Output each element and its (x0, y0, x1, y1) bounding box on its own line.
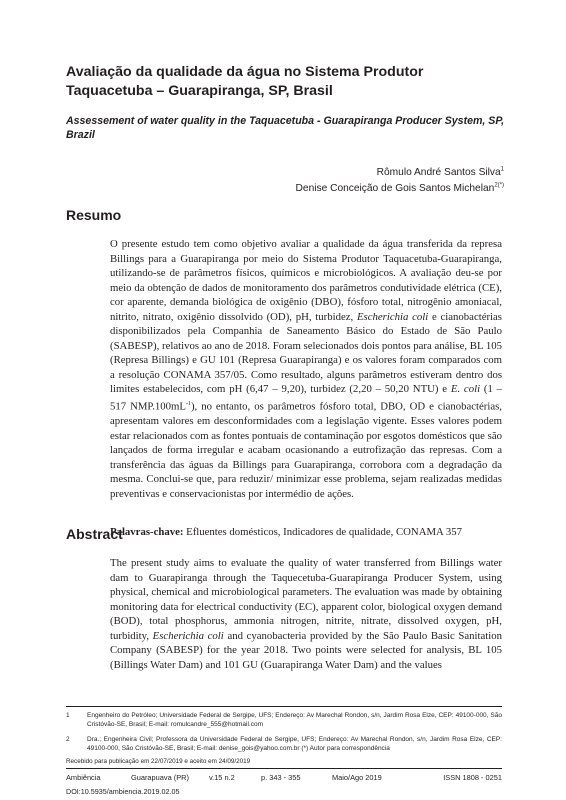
footnote-1-number: 1 (66, 712, 70, 719)
footer-issn: ISSN 1808 - 0251 (443, 773, 502, 782)
resumo-text-2: e cianobactérias disponibilizados pela Companhia de Saneamento Básico do Estado de São Paulo (SABESP), relativos ao ano de 2018. Foram selecionados dois pontos para análise, BL 105 (Represa Billings) e GU 101 (Represa Guarapiranga) e os valores foram comparados com a resolução CONAMA 357/05. Como resultado, alguns parâmetros estiveram dentro dos limites estabelecidos, com pH (6,47 – 9,20), turbidez (2,20 – 50,20 NTU) e (110, 310, 502, 396)
author-1 (377, 167, 504, 178)
footnote-divider (66, 706, 502, 707)
resumo-text-3: (1 – 517 NMP.100mL (110, 383, 503, 413)
author-1-mark: 1 (500, 166, 504, 173)
abstract-species: Escherichia coli (152, 629, 224, 642)
footnote-1 (66, 711, 502, 731)
resumo-species-1: Escherichia coli (356, 310, 429, 323)
received-date: Recebido para publicação em 22/07/2019 e aceito em 24/09/2019 (66, 758, 251, 765)
author-1-name: Rômulo André Santos Silva (376, 167, 501, 178)
resumo-body (110, 237, 502, 501)
resumo-species-2: E. coli (450, 383, 481, 396)
resumo-text-4: ), no entanto, os parâmetros fósforo total, DBO, OD e cianobactérias, apresentam valores em desconformidades com a legislação vigente. Esses valores podem estar relacionados com as fontes pontuais de contaminação por esgotos domésticos que são lançados de forma irregular e acabam ocasionando a eutrofização das represas. Com a transferência das águas da Billings para Guarapiranga, corrobora com a degradação da mesma. Conclui-se que, para reduzir/ minimizar esse problema, sejam realizadas medidas preventivas e conservacionistas por intermédio de ações. (110, 400, 502, 500)
footer-journal: Ambiência (66, 773, 101, 782)
abstract-heading: Abstract (66, 526, 123, 542)
footer-doi: DOI:10.5935/ambiencia.2019.02.05 (66, 787, 180, 796)
author-2 (296, 183, 504, 194)
footer-city: Guarapuava (PR) (131, 773, 189, 782)
author-2-mark: 2(*) (494, 182, 504, 189)
resumo-exponent: -1 (185, 401, 191, 408)
keywords-label: Palavras-chave: (110, 526, 184, 538)
footnote-2-number: 2 (66, 736, 70, 743)
article-subtitle-english: Assessement of water quality in the Taquacetuba - Guarapiranga Producer System, SP, Brazil (66, 115, 505, 141)
resumo-text-1: O presente estudo tem como objetivo avaliar a qualidade da água transferida da represa Billings para a Guarapiranga por meio do Sistema Produtor Taquacetuba-Guarapiranga, utilizando-se de parâmetros físicos, químicos e microbiológicos. A avaliação deu-se por meio da obtenção de dados de monitoramento dos parâmetros condutividade elétrica (CE), cor aparente, demanda biológica de oxigênio (DBO), fósforo total, nitrogênio amoniacal, nitrito, nitrato, oxigênio dissolvido (OD), pH, turbidez, (110, 238, 502, 323)
page-footer (66, 773, 502, 785)
footnote-1-text: Engenheiro do Petróleo; Universidade Federal de Sergipe, UFS; Endereço: Av Marechal Rondon, s/n, Jardim Rosa Elze, CEP: 49100-000, São Cristóvão-SE, Brasil; E-mail: romulcandre_555@hotmail.com (87, 712, 502, 729)
resumo-heading: Resumo (66, 207, 122, 223)
keywords (110, 525, 520, 539)
footer-pages: p. 343 - 355 (261, 773, 301, 782)
footnote-2 (66, 735, 502, 755)
abstract-text-2: and cyanobacteria provided by the São Paulo Basic Sanitation Company (SABESP) for the year 2018. Two points were selected for analysis, BL 105 (Billings Water Dam) and 101 GU (Guarapiranga Water Dam) and the values (110, 629, 503, 671)
footer-date: Maio/Ago 2019 (332, 773, 382, 782)
abstract-body (110, 556, 502, 672)
footnote-2-text: Dra.; Engenheira Civil; Professora da Universidade Federal de Sergipe, UFS; Endereço: Av Marechal Rondon, s/n, Jardim Rosa Elze, CEP: 49100-000, São Cristóvão-SE, Brasil; E-mail: denise_gois@yahoo.com.br (*) Autor para correspondência (87, 736, 502, 753)
footer-divider (66, 768, 502, 769)
article-title: Avaliação da qualidade da água no Sistema Produtor Taquacetuba – Guarapiranga, SP, Brasil (66, 64, 424, 99)
keywords-list: Efluentes domésticos, Indicadores de qualidade, CONAMA 357 (183, 526, 462, 538)
abstract-text-1: The present study aims to evaluate the quality of water transferred from Billings water dam to Guarapiranga through the Taquecetuba-Guarapiranga Producer System, using physical, chemical and microbiological parameters. The evaluation was made by obtaining monitoring data for electrical conductivity (EC), apparent color, biological oxygen demand (BOD), total phosphorus, ammonia nitrogen, nitrite, nitrate, dissolved oxygen, pH, turbidity, (110, 557, 502, 642)
footer-volume: v.15 n.2 (209, 773, 235, 782)
author-2-name: Denise Conceição de Gois Santos Michelan (295, 183, 495, 194)
